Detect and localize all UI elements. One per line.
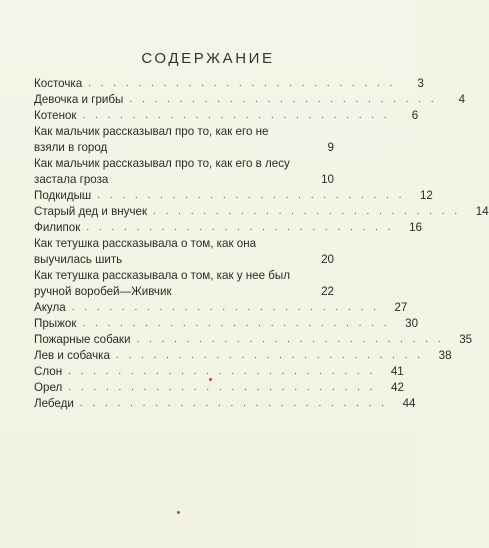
toc-entry bbox=[34, 300, 408, 316]
leader-dots: . . . . . . . . . . . . . . . . . . . . . . . . . bbox=[68, 366, 376, 378]
leader-dots: . . . . . . . . . . . . . . . . . . . . . . . . . bbox=[136, 334, 445, 346]
toc-entry-title: Как мальчик рассказывал про то, как его не взяли в город bbox=[34, 125, 269, 155]
toc-entry-title: Орел bbox=[34, 381, 63, 395]
toc-entry bbox=[34, 220, 422, 236]
ink-speck bbox=[177, 511, 180, 514]
toc-entry-title: Пожарные собаки bbox=[34, 333, 131, 347]
toc-entry bbox=[34, 316, 419, 332]
toc-entry-title: Котенок bbox=[34, 109, 77, 123]
toc-entry-page: 27 bbox=[394, 301, 408, 315]
toc-entry-page: 3 bbox=[417, 77, 424, 91]
toc-entry bbox=[34, 332, 473, 348]
toc-entry bbox=[34, 236, 334, 268]
toc-entry-title: Как тетушка рассказывала о том, как у нее был ручной воробей—Живчик bbox=[34, 269, 291, 299]
leader-dots: . . . . . . . . . . . . . . . . . . . . . . . . . bbox=[86, 222, 394, 234]
toc-entry-title: Старый дед и внучек bbox=[34, 205, 148, 219]
toc-entry-page: 4 bbox=[458, 93, 466, 107]
toc-entry bbox=[34, 124, 334, 156]
leader-dots: . . . . . . . . . . . . . . . . . . . . . . . . . bbox=[153, 206, 461, 218]
toc-entry-title: Слон bbox=[34, 365, 63, 379]
toc-entry-page: 9 bbox=[327, 141, 334, 155]
toc-entry-page: 6 bbox=[411, 109, 419, 123]
table-of-contents bbox=[34, 76, 489, 412]
toc-entry bbox=[34, 76, 424, 92]
toc-entry bbox=[34, 380, 404, 396]
toc-entry-page: 44 bbox=[402, 397, 416, 411]
toc-entry-page: 10 bbox=[321, 173, 334, 187]
leader-dots: . . . . . . . . . . . . . . . . . . . . . . . . . bbox=[71, 302, 380, 314]
toc-entry-title: Косточка bbox=[34, 77, 83, 91]
toc-entry-page: 12 bbox=[419, 189, 433, 203]
leader-dots: . . . . . . . . . . . . . . . . . . . . . . . . . bbox=[88, 78, 396, 90]
leader-dots: . . . . . . . . . . . . . . . . . . . . . . . . . bbox=[129, 94, 438, 106]
toc-entry-page: 16 bbox=[409, 221, 422, 235]
toc-entry-title: Лебеди bbox=[34, 397, 74, 411]
toc-entry bbox=[34, 364, 404, 380]
leader-dots: . . . . . . . . . . . . . . . . . . . . . . . . . bbox=[82, 110, 391, 122]
toc-entry bbox=[34, 396, 416, 412]
leader-dots: . . . . . . . . . . . . . . . . . . . . . . . . . bbox=[97, 190, 405, 202]
toc-entry-page: 35 bbox=[459, 333, 473, 347]
toc-entry-title: Девочка и грибы bbox=[34, 93, 124, 107]
leader-dots: . . . . . . . . . . . . . . . . . . . . . . . . . bbox=[82, 318, 391, 330]
toc-entry bbox=[34, 92, 466, 108]
toc-entry-page: 14 bbox=[475, 205, 489, 219]
toc-entry bbox=[34, 348, 452, 364]
toc-entry-title: Подкидыш bbox=[34, 189, 92, 203]
toc-entry bbox=[34, 108, 419, 124]
toc-entry-page: 41 bbox=[390, 365, 404, 379]
toc-entry-title: Как мальчик рассказывал про то, как его в лесу застала гроза bbox=[34, 157, 290, 187]
toc-entry-page: 42 bbox=[391, 381, 404, 395]
toc-entry-title: Филипок bbox=[34, 221, 81, 235]
toc-entry-title: Прыжок bbox=[34, 317, 77, 331]
toc-entry bbox=[34, 188, 433, 204]
leader-dots: . . . . . . . . . . . . . . . . . . . . . . . . . bbox=[68, 382, 376, 394]
leader-dots: . . . . . . . . . . . . . . . . . . . . . . . . . bbox=[79, 398, 388, 410]
toc-entry bbox=[34, 268, 334, 300]
leader-dots: . . . . . . . . . . . . . . . . . . . . . . . . . bbox=[115, 350, 424, 362]
toc-entry-page: 30 bbox=[405, 317, 419, 331]
ink-speck bbox=[209, 378, 212, 381]
toc-entry-page: 20 bbox=[321, 253, 334, 267]
toc-entry-title: Акула bbox=[34, 301, 66, 315]
toc-entry bbox=[34, 204, 489, 220]
page-title: СОДЕРЖАНИЕ bbox=[141, 50, 275, 67]
toc-entry-title: Лев и собачка bbox=[34, 349, 110, 363]
toc-entry-title: Как тетушка рассказывала о том, как она выучилась шить bbox=[34, 237, 257, 267]
toc-entry-page: 22 bbox=[321, 285, 334, 299]
toc-entry bbox=[34, 156, 334, 188]
toc-entry-page: 38 bbox=[438, 349, 452, 363]
